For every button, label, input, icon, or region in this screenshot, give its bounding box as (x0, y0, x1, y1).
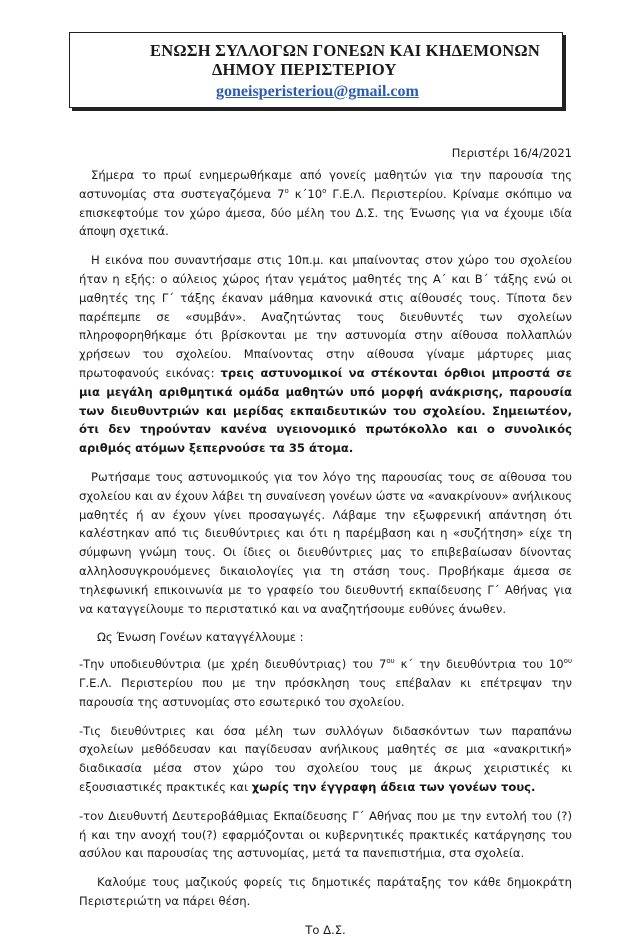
text-span: κ΄ την διευθύντρια του 10 (394, 657, 564, 672)
text-span: Καλούμε τους μαζικούς φορείς τις δημοτικές παράταξης τον κάθε δημοκράτη Περιστεριώτη να πάρει θέση. (79, 875, 572, 908)
superscript: ου (386, 657, 395, 666)
paragraph-denounce-3 (79, 807, 572, 863)
org-name-line1: ΕΝΩΣΗ ΣΥΛΛΟΓΩΝ ΓΟΝΕΩΝ ΚΑΙ ΚΗΔΕΜΟΝΩΝ (150, 41, 540, 60)
text-span: -τον Διευθυντή Δευτεροβάθμιας Εκπαίδευσης Γ΄ Αθήνας που με την εντολή του (?) ή και την ανοχή του(?) εφαρμόζονται οι κυβερνητικές πρακτικές κατάργησης του ασύλου και παρουσίας της αστυνομίας, μετά τα πανεπιστήμια, στα σχολεία. (79, 808, 572, 861)
paragraph-denounce-1 (79, 655, 572, 711)
text-span: Γ.Ε.Λ. Περιστερίου που με την πρόσκληση τους επέβαλαν κι επέτρεψαν την παρουσία της αστυνομίας στο εσωτερικό του σχολείου. (79, 675, 572, 709)
superscript: ου (563, 657, 572, 666)
paragraph-denounce-2 (79, 722, 572, 797)
signature: Το Δ.Σ. (305, 922, 346, 937)
paragraph-intro (79, 166, 572, 241)
text-span: Ρωτήσαμε τους αστυνομικούς για τον λόγο της παρουσίας τους σε αίθουσα του σχολείου και αν έχουν λάβει τη συναίνεση γονέων ώστε να «ανακρίνουν» ανήλικους μαθητές ή αν έχουν γίνει προσαγωγές. Λάβαμε την εξωφρενική απάντηση ότι καλέστηκαν από τις διευθύντριες και ότι η παρέμβαση και η «συζήτηση» είχε τη σύμφωνη γνώμη τους. Οι ίδιες οι διευθύντριες μας το επιβεβαίωσαν δίνοντας αλληλοσυγκρουόμενες δικαιολογίες για τη στάση τους. Προβήκαμε άμεσα σε τηλεφωνική επικοινωνία με το γραφείο του διευθυντή εκπαίδευσης Γ΄ Αθήνας για να καταγγείλουμε το περιστατικό και να αναζητήσουμε ευθύνες άνωθεν. (79, 469, 572, 616)
letterhead-box (69, 32, 563, 108)
superscript: ο (284, 186, 289, 195)
text-span: -Τις διευθύντριες και όσα μέλη των συλλόγων διδασκόντων των παραπάνω σχολείων μεθόδευσαν και παγίδευσαν ανήλικους μαθητές σε μια «ανακριτική» διαδικασία μέσα στον χώρο του σχολείου τους με άκρως χειριστικές κι εξουσιαστικές πρακτικές και (79, 723, 572, 794)
paragraph-call-to-action (79, 873, 572, 911)
email-link[interactable]: goneisperisteriou@gmail.com (216, 83, 419, 100)
superscript: ο (322, 186, 327, 195)
text-span: Ως Ένωση Γονέων καταγγέλλουμε : (97, 630, 304, 645)
text-span: κ΄10 (288, 186, 323, 201)
paragraph-scene (79, 251, 572, 458)
document-date: Περιστέρι 16/4/2021 (451, 146, 572, 160)
paragraph-denounce-intro (79, 628, 572, 647)
document-body (79, 166, 572, 939)
bold-text: χωρίς την έγγραφη άδεια των γονέων τους. (251, 779, 536, 794)
text-span: -Την υποδιευθύντρια (με χρέη διευθύντριας) του 7 (79, 657, 387, 672)
text-span: Η εικόνα που συναντήσαμε στις 10π.μ. και μπαίνοντας στον χώρο του σχολείου ήταν η εξής: ο αύλειος χώρος ήταν γεμάτος μαθητές της Α΄ και Β΄ τάξης ενώ οι μαθητές της Γ΄ τάξης έκαναν μάθημα κανονικά στις αίθουσές τους. Τίποτα δεν παρέπεμπε σε «συμβάν». Αναζητώντας τους διευθυντές των σχολείων πληροφορηθήκαμε ότι βρίσκονται με την αστυνομία στην αίθουσα πολλαπλών χρήσεων του σχολείου. Μπαίνοντας στην αίθουσα γίναμε μάρτυρες μιας πρωτοφανούς εικόνας: (79, 253, 572, 380)
bold-text: τρεις αστυνομικοί να στέκονται όρθιοι μπροστά σε μια μεγάλη αριθμητικά ομάδα μαθητών υπό μορφή ανάκρισης, παρουσία των διευθυντριών και μερίδας εκπαιδευτικών του σχολείου. Σημειωτέον, ότι δεν τηρούνταν κανένα υγειονομικό πρωτόκολλο και ο συνολικός αριθμός ατόμων ξεπερνούσε τα 35 άτομα. (79, 365, 572, 456)
text-span: Γ.Ε.Λ. Περιστερίου. Κρίναμε σκόπιμο να επισκεφτούμε τον χώρο άμεσα, δύο μέλη του Δ.Σ. της Ένωσης για να έχουμε ιδία άποψη σχετικά. (79, 186, 572, 239)
paragraph-questions (79, 468, 572, 618)
text-span: Σήμερα το πρωί ενημερωθήκαμε από γονείς μαθητών για την παρουσία της αστυνομίας στα συστεγαζόμενα 7 (79, 168, 572, 201)
org-name-line2: ΔΗΜΟΥ ΠΕΡΙΣΤΕΡΙΟΥ (212, 60, 397, 79)
